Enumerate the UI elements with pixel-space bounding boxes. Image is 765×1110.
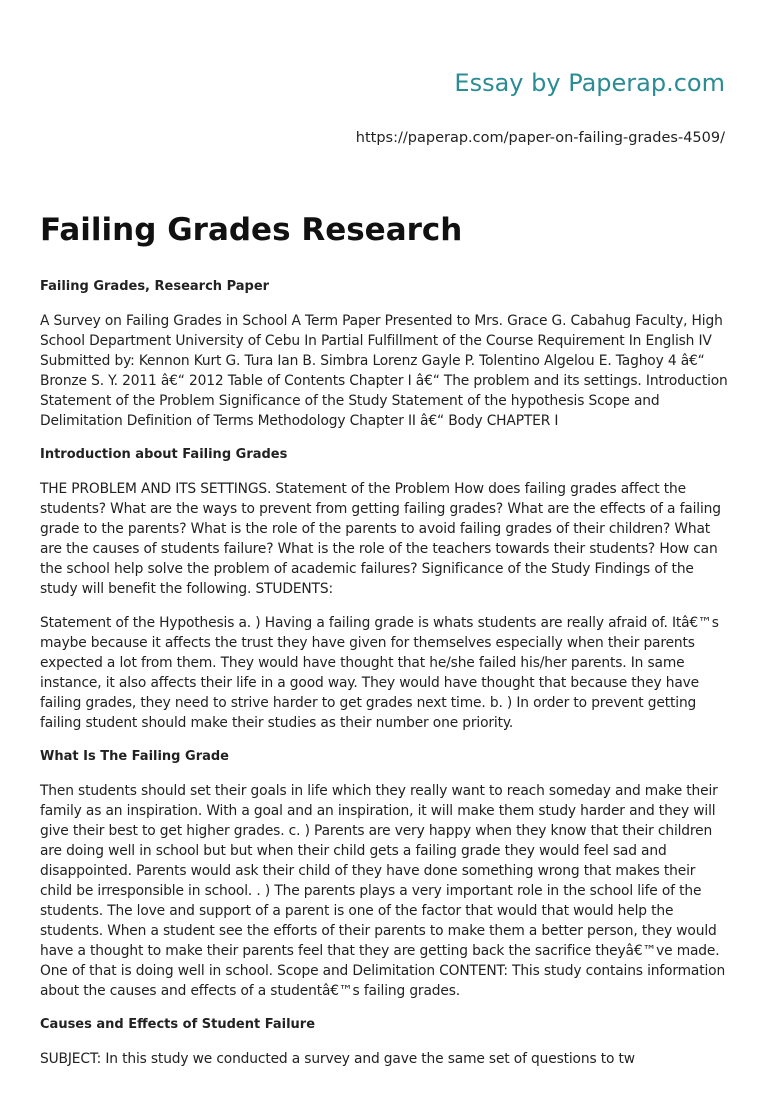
site-brand[interactable]: Essay by Paperap.com (454, 69, 725, 97)
section-failing-grades-research-paper (40, 277, 728, 431)
section-what-is-failing-grade (40, 747, 728, 1001)
source-url[interactable]: https://paperap.com/paper-on-failing-grades-4509/ (355, 130, 725, 146)
paragraph: A Survey on Failing Grades in School A Term Paper Presented to Mrs. Grace G. Cabahug Faculty, High School Department University of Cebu In Partial Fulfillment of the Course Requirement In English IV Submitted by: Kennon Kurt G. Tura Ian B. Simbra Lorenz Gayle P. Tolentino Algelou E. Taghoy 4 â€“ Bronze S. Y. 2011 â€“ 2012 Table of Contents Chapter I â€“ The problem and its settings. Introduction Statement of the Problem Significance of the Study Statement of the hypothesis Scope and Delimitation Definition of Terms Methodology Chapter II â€“ Body CHAPTER I (40, 313, 728, 429)
section-heading: Introduction about Failing Grades (40, 447, 288, 462)
section-causes-and-effects (40, 1015, 728, 1069)
paragraph: Statement of the Hypothesis a. ) Having a failing grade is whats students are really afraid of. Itâ€™s maybe because it affects the trust they have given for themselves especially when their parents expected a lot from them. They would have thought that he/she failed his/her parents. In same instance, it also affects their life in a good way. They would have thought that because they have failing grades, they need to strive harder to get grades next time. b. ) In order to prevent getting failing student should make their studies as their number one priority. (40, 615, 719, 731)
section-introduction (40, 445, 728, 733)
section-heading: Causes and Effects of Student Failure (40, 1017, 316, 1032)
article-body (40, 277, 728, 1083)
paragraph: SUBJECT: In this study we conducted a survey and gave the same set of questions to tw (40, 1051, 635, 1067)
section-heading: Failing Grades, Research Paper (40, 279, 270, 294)
page-title: Failing Grades Research (40, 212, 463, 248)
paragraph: Then students should set their goals in life which they really want to reach someday and make their family as an inspiration. With a goal and an inspiration, it will make them study harder and they will give their best to get higher grades. c. ) Parents are very happy when they know that their children are doing well in school but but when their child gets a failing grade they would feel sad and disappointed. Parents would ask their child of they have done something wrong that makes their child be irresponsible in school. . ) The parents plays a very important role in the school life of the students. The love and support of a parent is one of the factor that would that would help the students. When a student see the efforts of their parents to make them a better person, they would have a thought to make their parents feel that they are getting back the sacrifice theyâ€™ve made. One of that is doing well in school. Scope and Delimitation CONTENT: This study contains information about the causes and effects of a studentâ€™s failing grades. (40, 783, 726, 999)
section-heading: What Is The Failing Grade (40, 749, 229, 764)
paragraph: THE PROBLEM AND ITS SETTINGS. Statement of the Problem How does failing grades affect the students? What are the ways to prevent from getting failing grades? What are the effects of a failing grade to the parents? What is the role of the parents to avoid failing grades of their children? What are the causes of students failure? What is the role of the teachers towards their students? How can the school help solve the problem of academic failures? Significance of the Study Findings of the study will benefit the following. STUDENTS: (40, 481, 721, 597)
